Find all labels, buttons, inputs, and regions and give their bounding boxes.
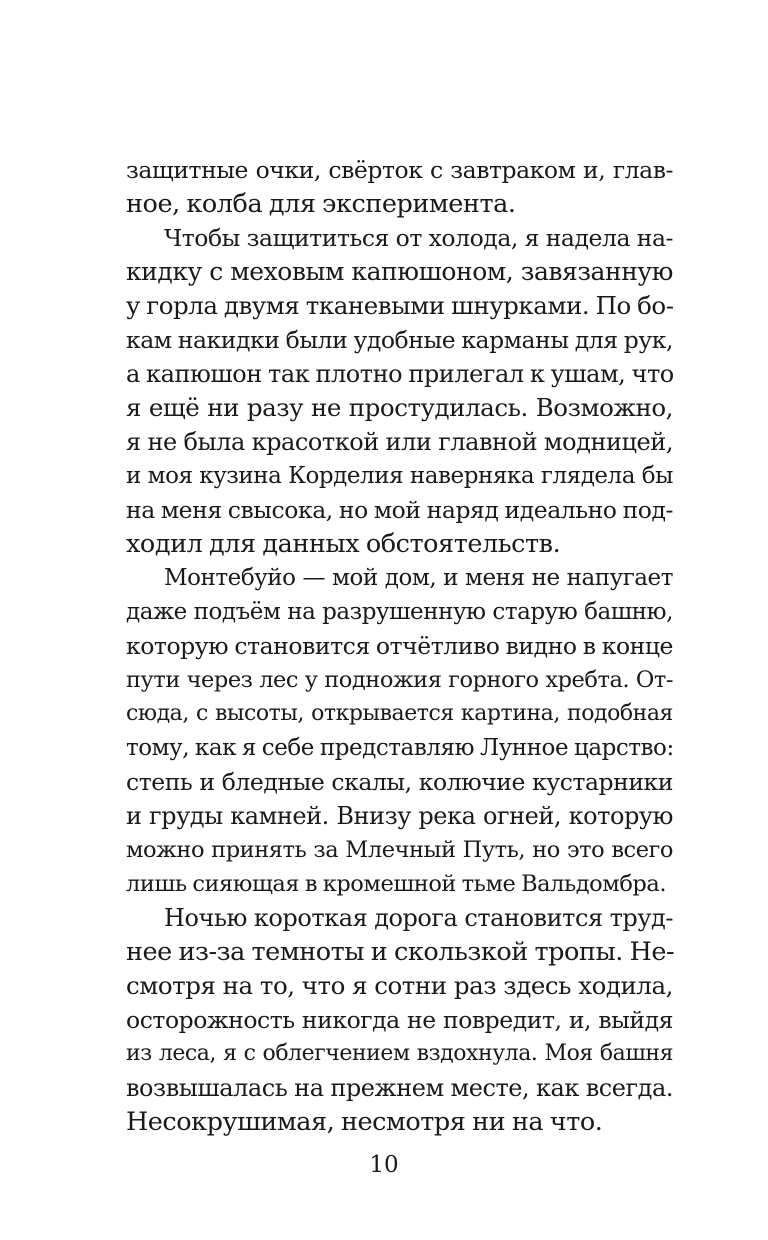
text-line: степь и бледные скалы, колючие кустарники: [126, 768, 673, 796]
text-line: даже подъём на разрушенную старую башню,: [126, 599, 673, 625]
text-line: пути через лес у подножия горного хребта. От-: [126, 667, 673, 693]
text-line: ное, колба для эксперимента.: [126, 189, 516, 219]
text-line: Чтобы защититься от холода, я надела на-: [164, 224, 673, 252]
text-line: смотря на то, что я сотни раз здесь ходила,: [126, 971, 673, 1000]
text-line: из леса, я с облегчением вздохнула. Моя башня: [126, 1041, 673, 1066]
text-line: лишь сияющая в кромешной тьме Вальдомбра.: [126, 871, 667, 897]
text-line: Несокрушимая, несмотря ни на что.: [126, 1107, 603, 1137]
text-line: у горла двумя тканевыми шнурками. По бо-: [126, 291, 674, 320]
text-line: кидку с меховым капюшоном, завязанную: [126, 257, 673, 286]
page-number: 10: [369, 1152, 399, 1178]
text-line: нее из-за темноты и скользкой тропы. Не-: [126, 937, 675, 967]
text-line: кам накидки были удобные карманы для рук,: [126, 326, 673, 354]
text-line: тому, как я себе представляю Лунное царство:: [126, 735, 674, 761]
text-line: защитные очки, свёрток с завтраком и, глав-: [126, 156, 673, 184]
text-line: можно принять за Млечный Путь, но это всего: [126, 837, 673, 863]
text-line: ходил для данных обстоятельств.: [126, 529, 561, 559]
text-line: возвышалась на прежнем месте, как всегда.: [126, 1074, 673, 1102]
text-line: а капюшон так плотно прилегал к ушам, что: [126, 360, 674, 388]
text-line: я ещё ни разу не простудилась. Возможно,: [126, 393, 673, 422]
text-line: на меня свысока, но мой наряд идеально под-: [126, 496, 673, 524]
text-line: осторожность никогда не повредит, и, выйдя: [126, 1006, 673, 1034]
text-line: сюда, с высоты, открывается картина, подобная: [126, 701, 673, 726]
text-line: и моя кузина Корделия наверняка глядела бы: [126, 463, 673, 489]
text-line: которую становится отчётливо видно в конце: [126, 632, 673, 660]
text-line: я не была красоткой или главной модницей,: [126, 428, 673, 456]
text-line: и груды камней. Внизу река огней, которую: [126, 802, 673, 830]
text-line: Ночью короткая дорога становится труд-: [164, 904, 673, 932]
text-line: Монтебуйо — мой дом, и меня не напугает: [164, 565, 673, 591]
